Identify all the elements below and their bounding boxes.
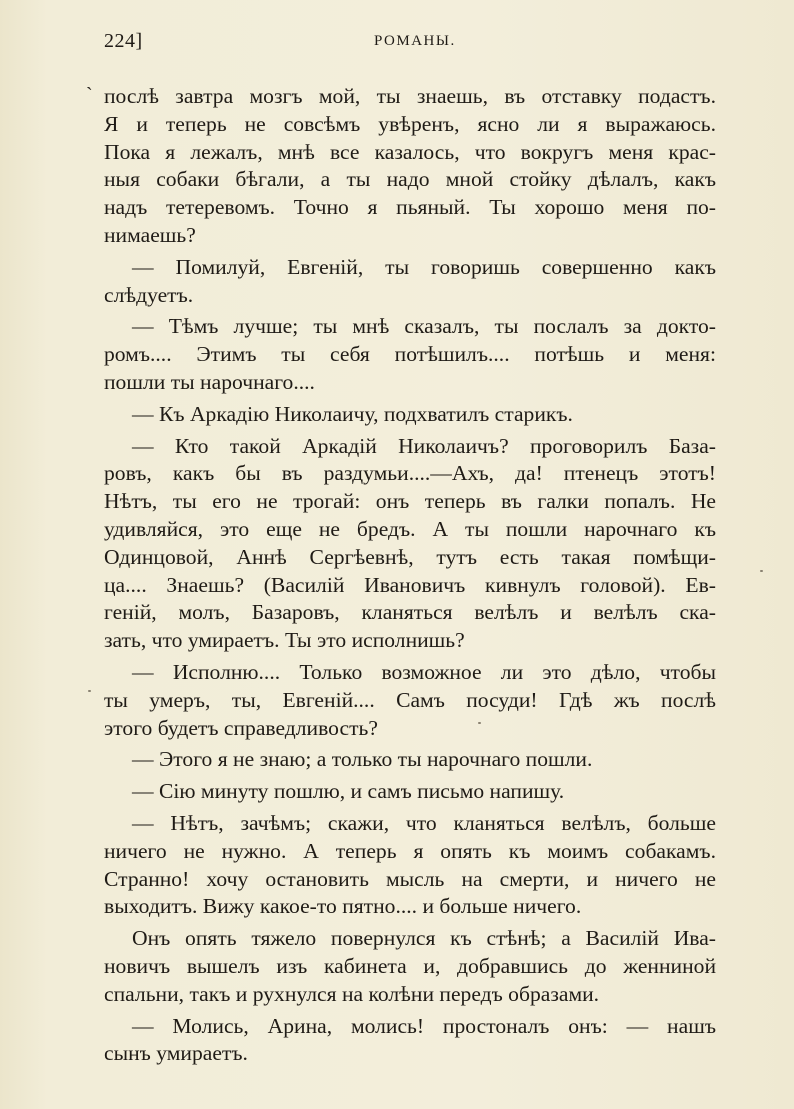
- text-line: Странно! хочу остановить мысль на смерти, и ничего не: [104, 866, 716, 891]
- margin-mark: `: [86, 84, 93, 106]
- text-line: спальни, такъ и рухнулся на колѣни передъ образами.: [104, 981, 600, 1006]
- text-line: — Исполню.... Только возможное ли это дѣло, чтобы: [132, 659, 716, 684]
- text-line: — Тѣмъ лучше; ты мнѣ сказалъ, ты послалъ за докто-: [132, 314, 716, 339]
- text-line: послѣ завтра мозгъ мой, ты знаешь, въ отставку подастъ.: [104, 84, 716, 108]
- text-line: пошли ты нарочнаго....: [104, 369, 315, 394]
- text-line: ца.... Знаешь? (Василій Ивановичъ кивнулъ головой). Ев-: [104, 572, 716, 597]
- running-head: РОМАНЫ.: [374, 33, 456, 49]
- paragraph: [104, 83, 716, 250]
- paragraph: [104, 313, 716, 396]
- paper-speck: [88, 690, 91, 692]
- text-line: зать, что умираетъ. Ты это исполнишь?: [104, 628, 465, 653]
- text-line: ныя собаки бѣгали, а ты надо мной стойку дѣлалъ, какъ: [104, 167, 716, 192]
- text-line: Пока я лежалъ, мнѣ все казалось, что вокругъ меня крас-: [104, 139, 716, 164]
- text-line: выходитъ. Вижу какое-то пятно.... и больше ничего.: [104, 894, 582, 919]
- paper-speck: [478, 722, 481, 724]
- text-line: — Нѣтъ, зачѣмъ; скажи, что кланяться велѣлъ, больше: [132, 810, 716, 835]
- page-number: 224]: [104, 30, 143, 52]
- text-line: — Кто такой Аркадій Николаичъ? проговорилъ База-: [132, 433, 716, 458]
- text-line: — Къ Аркадію Николаичу, подхватилъ старикъ.: [132, 401, 573, 426]
- text-line: ромъ.... Этимъ ты себя потѣшилъ.... потѣшь и меня:: [104, 342, 716, 367]
- text-line: нимаешь?: [104, 222, 196, 247]
- paragraph: [104, 254, 716, 310]
- paper-speck: [760, 570, 763, 572]
- text-line: геній, молъ, Базаровъ, кланяться велѣлъ и велѣлъ ска-: [104, 600, 716, 625]
- paragraph: [104, 433, 716, 655]
- text-line: — Этого я не знаю; а только ты нарочнаго пошли.: [132, 747, 593, 772]
- page-header: [104, 30, 718, 56]
- text-line: ровъ, какъ бы въ раздумьи....—Ахъ, да! птенецъ этотъ!: [104, 461, 716, 486]
- paragraph: [104, 925, 716, 1008]
- text-line: Онъ опять тяжело повернулся къ стѣнѣ; а Василій Ива-: [132, 926, 716, 951]
- paragraph: [104, 401, 716, 429]
- paragraph: [104, 778, 716, 806]
- text-line: надъ тетеревомъ. Точно я пьяный. Ты хорошо меня по-: [104, 195, 716, 220]
- paragraph: [104, 746, 716, 774]
- text-line: ничего не нужно. А теперь я опять къ моимъ собакамъ.: [104, 838, 716, 863]
- text-line: новичъ вышелъ изъ кабинета и, добравшись до женниной: [104, 953, 716, 978]
- text-line: Я и теперь не совсѣмъ увѣренъ, ясно ли я выражаюсь.: [104, 111, 716, 136]
- text-line: слѣдуетъ.: [104, 282, 194, 307]
- text-line: ты умеръ, ты, Евгеній.... Самъ посуди! Гдѣ жъ послѣ: [104, 687, 716, 712]
- text-line: Одинцовой, Аннѣ Сергѣевнѣ, тутъ есть такая помѣщи-: [104, 544, 716, 569]
- paragraph: [104, 1013, 716, 1069]
- text-line: этого будетъ справедливость?: [104, 715, 378, 740]
- text-line: удивляйся, это еще не бредъ. А ты пошли нарочнаго къ: [104, 516, 716, 541]
- text-line: — Помилуй, Евгеній, ты говоришь совершенно какъ: [132, 254, 716, 279]
- paragraph: [104, 810, 716, 921]
- paragraph: [104, 659, 716, 742]
- text-line: Нѣтъ, ты его не трогай: онъ теперь въ галки попалъ. Не: [104, 489, 716, 514]
- text-line: сынъ умираетъ.: [104, 1041, 248, 1066]
- text-line: — Сію минуту пошлю, и самъ письмо напишу.: [132, 779, 565, 804]
- text-line: — Молись, Арина, молись! простоналъ онъ: — нашъ: [132, 1013, 716, 1038]
- body-text: [104, 83, 716, 1068]
